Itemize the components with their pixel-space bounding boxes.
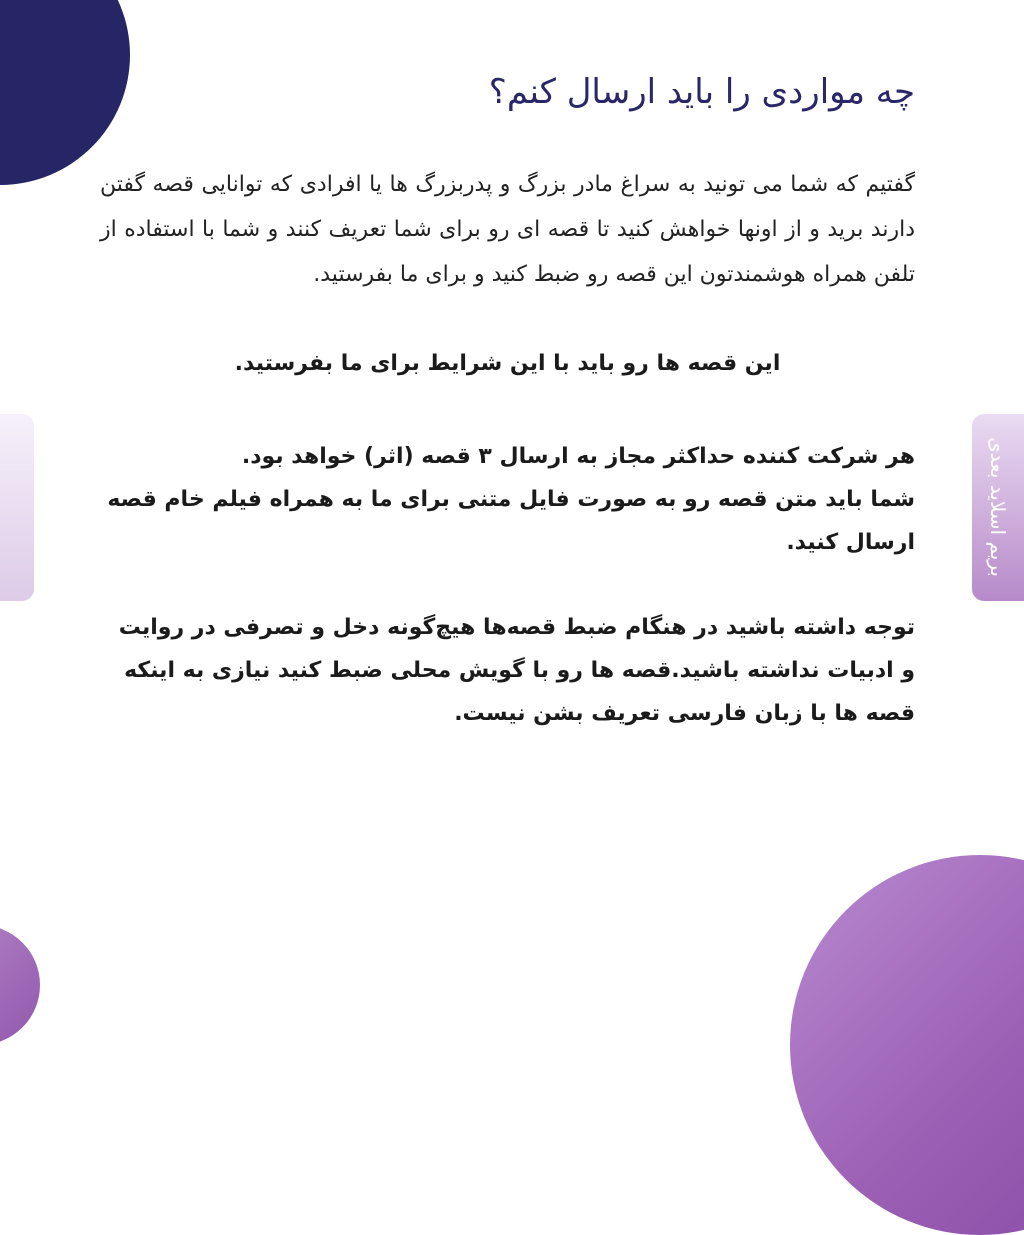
rules-list bbox=[100, 435, 915, 564]
page-title: چه مواردی را باید ارسال کنم؟ bbox=[488, 72, 915, 112]
previous-slide-tab[interactable] bbox=[0, 414, 34, 601]
note-paragraph: توجه داشته باشید در هنگام ضبط قصه‌ها هیچ‌گونه دخل و تصرفی در روایت و ادبیات نداشته باشید.قصه ها رو با گویش محلی ضبط کنید نیازی به اینکه قصه ها با زبان فارسی تعریف بشن نیست. bbox=[118, 615, 915, 726]
decorative-blob-bottom-right bbox=[790, 855, 1024, 1235]
decorative-blob-bottom-left bbox=[0, 925, 40, 1045]
conditions-heading: این قصه ها رو باید با این شرایط برای ما بفرستید. bbox=[234, 351, 781, 376]
next-slide-label[interactable]: بریم اسلاید بعدی bbox=[986, 437, 1010, 577]
slide-content bbox=[100, 60, 915, 735]
intro-paragraph: گفتیم که شما می تونید به سراغ مادر بزرگ و پدربزرگ ها یا افرادی که توانایی قصه گفتن دارند برید و از اونها خواهش کنید تا قصه ای رو برای شما تعریف کنند و شما با استفاده از تلفن همراه هوشمندتون این قصه رو ضبط کنید و برای ما بفرستید. bbox=[100, 172, 915, 287]
rule-item-max-stories: هر شرکت کننده حداکثر مجاز به ارسال ۳ قصه (اثر) خواهد بود. bbox=[241, 444, 915, 469]
rule-item-text-and-video: شما باید متن قصه رو به صورت فایل متنی برای ما به همراه فیلم خام قصه ارسال کنید. bbox=[107, 487, 915, 555]
